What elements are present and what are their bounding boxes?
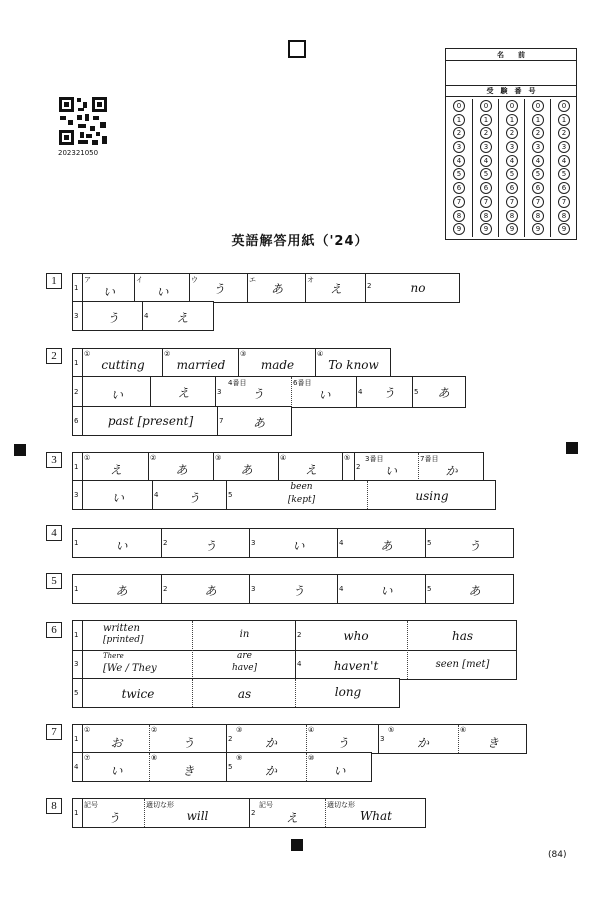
section-2-answer-6: past [present] bbox=[107, 414, 194, 428]
digit-bubble[interactable]: 3 bbox=[532, 141, 544, 153]
section-7-row-1: 1 ① お ② う 2 ③ か ④ う 3 ⑤ か ⑥ き bbox=[72, 724, 527, 754]
section-4-row: 1 い 2 う 3 い 4 あ 5 う bbox=[72, 528, 514, 558]
section-8-answer-2b: What bbox=[359, 809, 393, 823]
digit-bubble[interactable]: 9 bbox=[480, 223, 492, 235]
section-3-answer-5c: using bbox=[415, 489, 449, 503]
digit-bubble-column bbox=[472, 99, 499, 237]
section-1-answer-e: え bbox=[329, 282, 342, 296]
section-2-answer-2a: い bbox=[110, 388, 123, 402]
section-6-answer-2a: who bbox=[343, 629, 369, 643]
digit-bubble[interactable]: 6 bbox=[480, 182, 492, 194]
section-6-answer-3b: [We / They bbox=[103, 663, 157, 674]
section-6-answer-1b: [printed] bbox=[103, 635, 144, 645]
section-7-answer-1a: お bbox=[110, 736, 123, 750]
digit-bubble[interactable]: 5 bbox=[532, 168, 544, 180]
section-6-answer-5c: long bbox=[334, 685, 362, 699]
section-2-answer-2b: え bbox=[177, 386, 190, 400]
registration-mark-right bbox=[566, 442, 578, 454]
section-7-row-2: 4 ⑦ い ⑧ き 5 ⑨ か ⑩ い bbox=[72, 752, 372, 782]
digit-bubble[interactable]: 6 bbox=[532, 182, 544, 194]
digit-bubble[interactable]: 9 bbox=[558, 223, 570, 235]
top-box-symbol bbox=[288, 40, 306, 58]
section-2-row-2: 2 い え 3 4番目 う 6番目 い 4 う 5 あ bbox=[72, 376, 466, 408]
section-6-number: 6 bbox=[46, 622, 62, 638]
digit-bubble[interactable]: 1 bbox=[480, 114, 492, 126]
section-8-answer-2a: え bbox=[285, 811, 298, 825]
section-1-answer-a: い bbox=[102, 285, 115, 299]
section-7-answer-4a: い bbox=[110, 764, 123, 778]
section-3-answer-4: う bbox=[187, 491, 200, 505]
section-7-answer-4b: き bbox=[182, 764, 195, 778]
digit-bubble[interactable]: 2 bbox=[453, 127, 465, 139]
digit-bubble[interactable]: 2 bbox=[506, 127, 518, 139]
section-3-answer-2a: い bbox=[384, 464, 397, 478]
section-5-number: 5 bbox=[46, 573, 62, 589]
digit-bubble[interactable]: 0 bbox=[532, 100, 544, 112]
digit-bubble[interactable]: 9 bbox=[506, 223, 518, 235]
section-2-answer-1a: cutting bbox=[101, 358, 145, 372]
section-6-answer-3d: have] bbox=[231, 663, 258, 673]
section-6-answer-5b: as bbox=[237, 687, 252, 701]
section-3-number: 3 bbox=[46, 452, 62, 468]
digit-bubble[interactable]: 9 bbox=[453, 223, 465, 235]
exam-number-label: 受 験 番 号 bbox=[486, 87, 536, 95]
section-3-answer-5b: [kept] bbox=[287, 495, 316, 505]
registration-mark-left bbox=[14, 444, 26, 456]
digit-bubble[interactable]: 3 bbox=[453, 141, 465, 153]
section-3-row-2: 3 い 4 う 5 been [kept] using bbox=[72, 480, 496, 510]
section-2-row-3: 6 past [present] 7 あ bbox=[72, 406, 292, 436]
digit-bubble[interactable]: 1 bbox=[532, 114, 544, 126]
exam-number-box bbox=[445, 48, 577, 240]
digit-bubble[interactable]: 3 bbox=[480, 141, 492, 153]
digit-bubble[interactable]: 4 bbox=[506, 155, 518, 167]
digit-bubble[interactable]: 2 bbox=[558, 127, 570, 139]
section-2-answer-5: あ bbox=[437, 386, 450, 400]
section-7-answer-2b: う bbox=[336, 736, 349, 750]
digit-bubble[interactable]: 4 bbox=[558, 155, 570, 167]
section-7-answer-3a: か bbox=[416, 736, 429, 750]
section-6-answer-3c: are bbox=[237, 651, 252, 661]
section-3-answer-1d: え bbox=[304, 463, 317, 477]
section-2-answer-3a: う bbox=[251, 387, 264, 401]
digit-bubble[interactable]: 2 bbox=[532, 127, 544, 139]
digit-bubble[interactable]: 0 bbox=[506, 100, 518, 112]
digit-bubble[interactable]: 5 bbox=[558, 168, 570, 180]
digit-bubble[interactable]: 9 bbox=[532, 223, 544, 235]
section-8-answer-1b: will bbox=[186, 809, 209, 823]
section-5-answer-4: い bbox=[380, 584, 393, 598]
section-6-rows-1-4: 1 3 written [printed] There [We / They in are have] 2 4 who haven't has seen [met] bbox=[72, 620, 517, 680]
section-3-answer-5a: been bbox=[290, 482, 313, 492]
digit-bubble[interactable]: 0 bbox=[453, 100, 465, 112]
section-5-answer-2: あ bbox=[204, 584, 217, 598]
digit-bubble[interactable]: 8 bbox=[480, 210, 492, 222]
section-5-answer-1: あ bbox=[115, 584, 128, 598]
digit-bubble-column bbox=[550, 99, 577, 237]
section-4-number: 4 bbox=[46, 525, 62, 541]
section-7-answer-5b: い bbox=[333, 764, 346, 778]
section-2-answer-3b: い bbox=[318, 388, 331, 402]
section-2-answer-4: う bbox=[382, 386, 395, 400]
section-3-answer-3: い bbox=[111, 491, 124, 505]
section-1-answer-3: う bbox=[106, 311, 119, 325]
section-2-row-1: 1 ① cutting ② married ③ made ④ To know bbox=[72, 348, 391, 378]
digit-bubble[interactable]: 7 bbox=[558, 196, 570, 208]
section-3-answer-1b: あ bbox=[175, 463, 188, 477]
digit-bubble[interactable]: 8 bbox=[506, 210, 518, 222]
section-2-answer-1c: made bbox=[260, 358, 295, 372]
digit-bubble[interactable]: 4 bbox=[532, 155, 544, 167]
digit-bubble[interactable]: 5 bbox=[506, 168, 518, 180]
digit-bubble[interactable]: 0 bbox=[558, 100, 570, 112]
digit-bubble[interactable]: 6 bbox=[506, 182, 518, 194]
digit-bubble[interactable]: 5 bbox=[480, 168, 492, 180]
section-4-answer-4: あ bbox=[380, 539, 393, 553]
registration-mark-bottom bbox=[291, 839, 303, 851]
section-7-answer-1b: う bbox=[182, 736, 195, 750]
digit-bubble[interactable]: 4 bbox=[453, 155, 465, 167]
section-6-answer-2b: has bbox=[451, 629, 474, 643]
digit-bubble[interactable]: 6 bbox=[558, 182, 570, 194]
digit-bubble-column bbox=[524, 99, 551, 237]
digit-bubble[interactable]: 1 bbox=[558, 114, 570, 126]
section-6-answer-1c: in bbox=[239, 629, 250, 640]
digit-bubble[interactable]: 8 bbox=[532, 210, 544, 222]
section-8-row: 1 記号 う 適切な形 will 2 記号 え 適切な形 What bbox=[72, 798, 426, 828]
digit-bubble-column bbox=[446, 99, 472, 237]
section-7-answer-2a: か bbox=[264, 736, 277, 750]
digit-bubble[interactable]: 7 bbox=[532, 196, 544, 208]
section-6-answer-5a: twice bbox=[121, 687, 155, 701]
section-1-answer-4: え bbox=[176, 311, 189, 325]
section-7-answer-5a: か bbox=[264, 764, 277, 778]
section-1-answer-d: あ bbox=[270, 282, 283, 296]
section-4-answer-2: う bbox=[204, 539, 217, 553]
digit-bubble[interactable]: 7 bbox=[506, 196, 518, 208]
digit-bubble[interactable]: 8 bbox=[558, 210, 570, 222]
section-1-number: 1 bbox=[46, 273, 62, 289]
section-2-answer-1b: married bbox=[176, 358, 226, 372]
section-8-number: 8 bbox=[46, 798, 62, 814]
section-3-row-1: 1 ① え ② あ ③ あ ④ え ⑤ 2 3番目 い 7番目 か bbox=[72, 452, 484, 482]
section-1-answer-c: う bbox=[212, 282, 225, 296]
digit-bubble[interactable]: 4 bbox=[480, 155, 492, 167]
section-6-answer-4b: seen [met] bbox=[435, 659, 490, 670]
section-2-answer-1d: To know bbox=[328, 358, 379, 372]
section-5-answer-3: う bbox=[292, 584, 305, 598]
section-2-number: 2 bbox=[46, 348, 62, 364]
section-7-answer-3b: き bbox=[486, 736, 499, 750]
section-3-answer-1a: え bbox=[109, 463, 122, 477]
digit-bubble-column bbox=[498, 99, 525, 237]
digit-bubble[interactable]: 0 bbox=[480, 100, 492, 112]
digit-bubble[interactable]: 5 bbox=[453, 168, 465, 180]
section-4-answer-5: う bbox=[468, 539, 481, 553]
section-6-answer-3a: There bbox=[103, 652, 124, 660]
section-8-answer-1a: う bbox=[107, 811, 120, 825]
section-1-row-1: 1 ア い イ い ウ う エ あ オ え 2 no bbox=[72, 273, 460, 303]
section-4-answer-3: い bbox=[292, 539, 305, 553]
section-5-row: 1 あ 2 あ 3 う 4 い 5 あ bbox=[72, 574, 514, 604]
digit-bubble[interactable]: 6 bbox=[453, 182, 465, 194]
section-1-answer-b: い bbox=[156, 285, 169, 299]
page-title: 英語解答用紙（'24） bbox=[231, 234, 369, 249]
section-5-answer-5: あ bbox=[468, 584, 481, 598]
section-3-answer-2b: か bbox=[445, 464, 458, 478]
qr-id: 202321050 bbox=[58, 149, 99, 157]
page-number: (84) bbox=[548, 850, 567, 860]
section-1-answer-2: no bbox=[410, 281, 426, 295]
section-7-number: 7 bbox=[46, 724, 62, 740]
section-3-answer-1c: あ bbox=[240, 463, 253, 477]
digit-bubble[interactable]: 2 bbox=[480, 127, 492, 139]
name-label: 名 前 bbox=[497, 51, 525, 59]
section-4-answer-1: い bbox=[115, 539, 128, 553]
digit-bubble[interactable]: 1 bbox=[506, 114, 518, 126]
section-1-row-2: 3 う 4 え bbox=[72, 301, 214, 331]
digit-bubble[interactable]: 8 bbox=[453, 210, 465, 222]
section-6-row-5: 5 twice as long bbox=[72, 678, 400, 708]
qr-code bbox=[58, 96, 108, 146]
digit-bubble[interactable]: 3 bbox=[506, 141, 518, 153]
section-2-answer-7: あ bbox=[252, 416, 265, 430]
digit-bubble-grid bbox=[446, 97, 576, 239]
digit-bubble[interactable]: 7 bbox=[453, 196, 465, 208]
section-6-answer-4a: haven't bbox=[333, 659, 379, 673]
digit-bubble[interactable]: 3 bbox=[558, 141, 570, 153]
digit-bubble[interactable]: 7 bbox=[480, 196, 492, 208]
digit-bubble[interactable]: 1 bbox=[453, 114, 465, 126]
section-6-answer-1a: written bbox=[103, 623, 140, 634]
